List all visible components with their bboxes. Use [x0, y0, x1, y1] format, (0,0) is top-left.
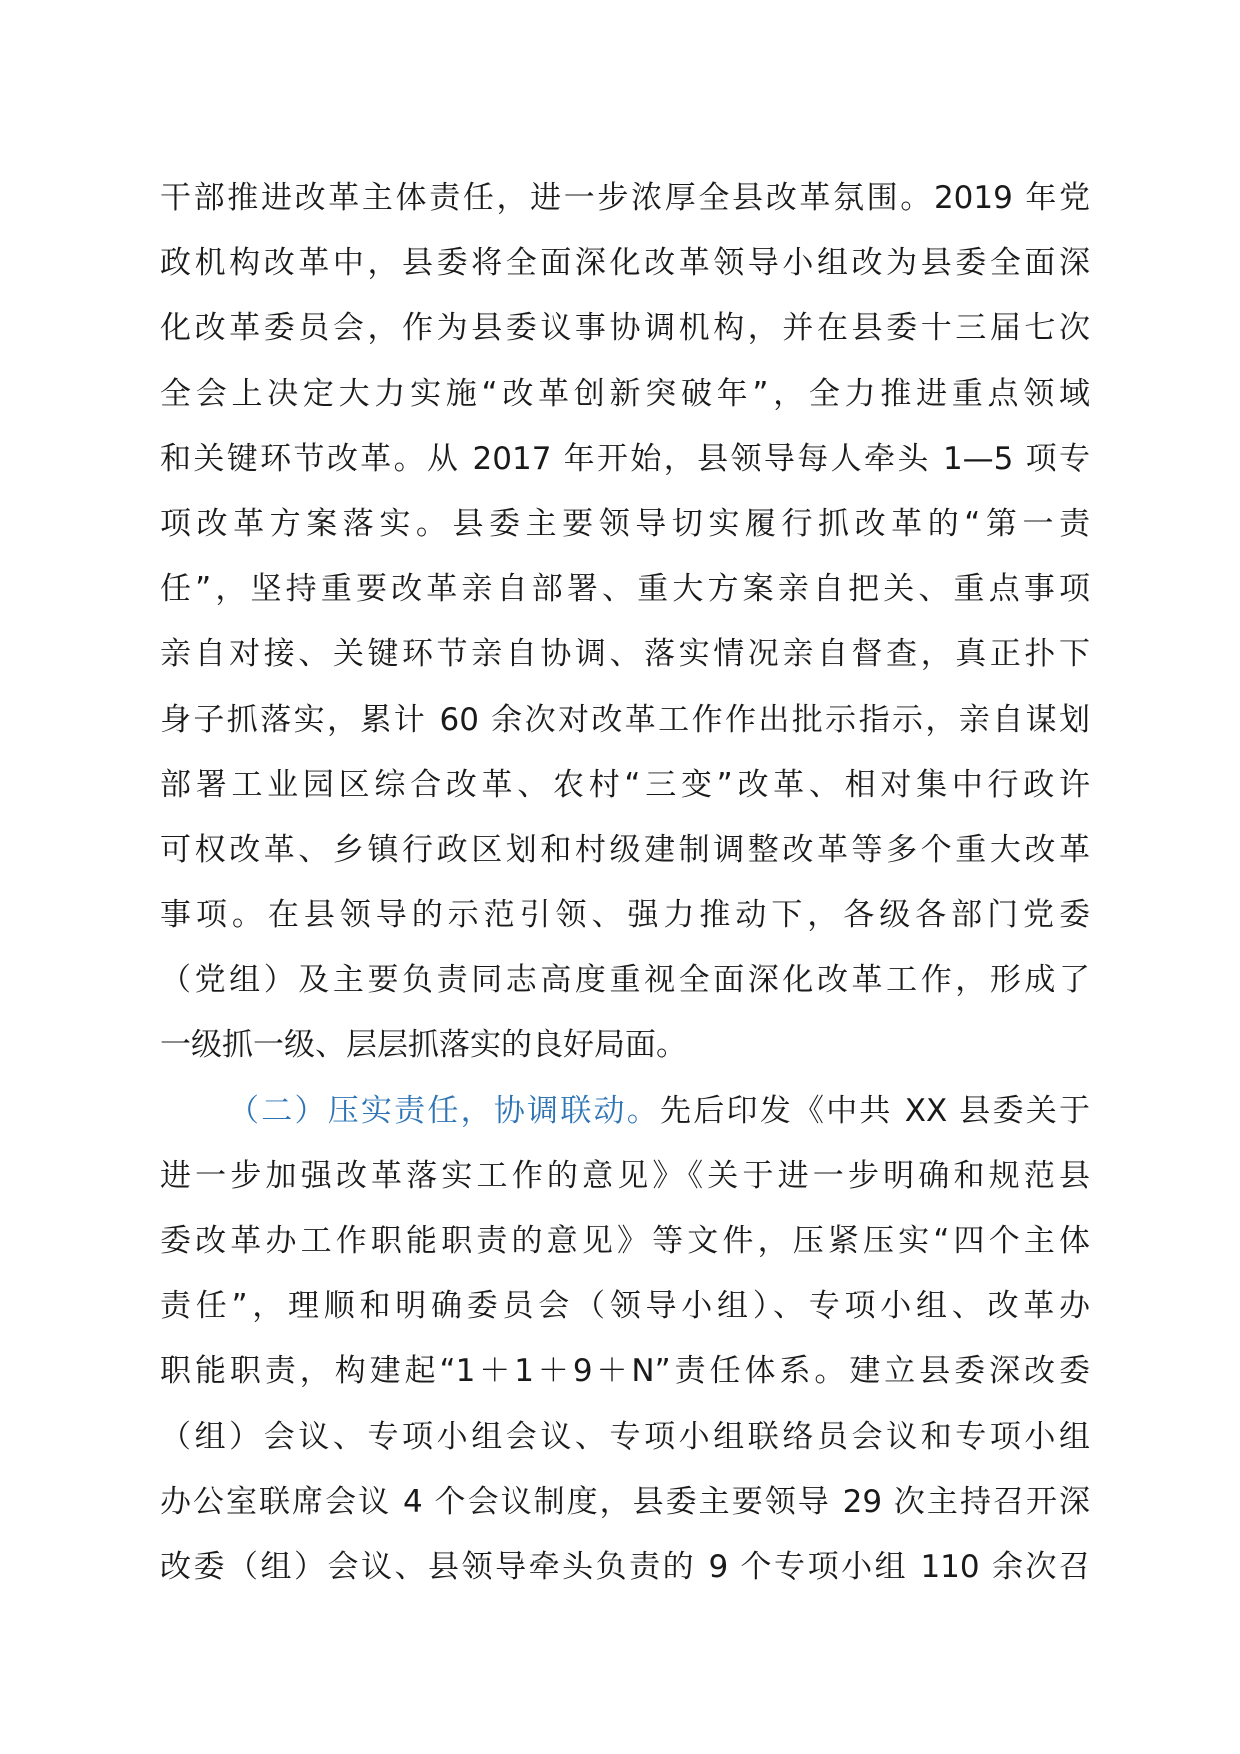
text-line: 政机构改革中，县委将全面深化改革领导小组改为县委全面深	[160, 245, 1090, 282]
text-line: 办公室联席会议 4 个会议制度，县委主要领导 29 次主持召开深	[160, 1483, 1090, 1520]
text-line: 事项。在县领导的示范引领、强力推动下，各级各部门党委	[160, 897, 1090, 934]
text-line	[160, 1079, 1090, 1144]
text-line: 身子抓落实，累计 60 余次对改革工作作出批示指示，亲自谋划	[160, 701, 1090, 738]
text-line: 可权改革、乡镇行政区划和村级建制调整改革等多个重大改革	[160, 831, 1090, 868]
text-line: 任”，坚持重要改革亲自部署、重大方案亲自把关、重点事项	[160, 571, 1090, 608]
text-line: 责任”，理顺和明确委员会（领导小组）、专项小组、改革办	[160, 1288, 1090, 1325]
text-line: 改委（组）会议、县领导牵头负责的 9 个专项小组 110 余次召	[160, 1548, 1090, 1585]
heading-line-rest: 先后印发《中共 XX 县委关于	[660, 1092, 1091, 1129]
text-line: 部署工业园区综合改革、农村“三变”改革、相对集中行政许	[160, 766, 1090, 803]
paragraph-1	[160, 166, 1090, 1079]
text-line: 一级抓一级、层层抓落实的良好局面。	[160, 1027, 687, 1064]
paragraph-2	[160, 1079, 1090, 1601]
text-line: 和关键环节改革。从 2017 年开始，县领导每人牵头 1—5 项专	[160, 440, 1090, 477]
text-line: 进一步加强改革落实工作的意见》《关于进一步明确和规范县	[160, 1157, 1090, 1194]
text-line: 委改革办工作职能职责的意见》等文件，压紧压实“四个主体	[160, 1223, 1090, 1259]
text-line: 项改革方案落实。县委主要领导切实履行抓改革的“第一责	[160, 505, 1090, 542]
section-heading: （二）压实责任，协调联动。	[228, 1092, 661, 1129]
text-line: 全会上决定大力实施“改革创新突破年”，全力推进重点领域	[160, 375, 1090, 412]
text-line: 化改革委员会，作为县委议事协调机构，并在县委十三届七次	[160, 310, 1090, 347]
text-line: 干部推进改革主体责任，进一步浓厚全县改革氛围。2019 年党	[160, 180, 1090, 216]
text-line: （党组）及主要负责同志高度重视全面深化改革工作，形成了	[160, 962, 1090, 999]
text-line: 职能职责，构建起“1＋1＋9＋N”责任体系。建立县委深改委	[160, 1353, 1090, 1390]
text-line: （组）会议、专项小组会议、专项小组联络员会议和专项小组	[160, 1418, 1090, 1455]
text-line: 亲自对接、关键环节亲自协调、落实情况亲自督查，真正扑下	[160, 636, 1090, 673]
body-text	[160, 166, 1090, 1600]
